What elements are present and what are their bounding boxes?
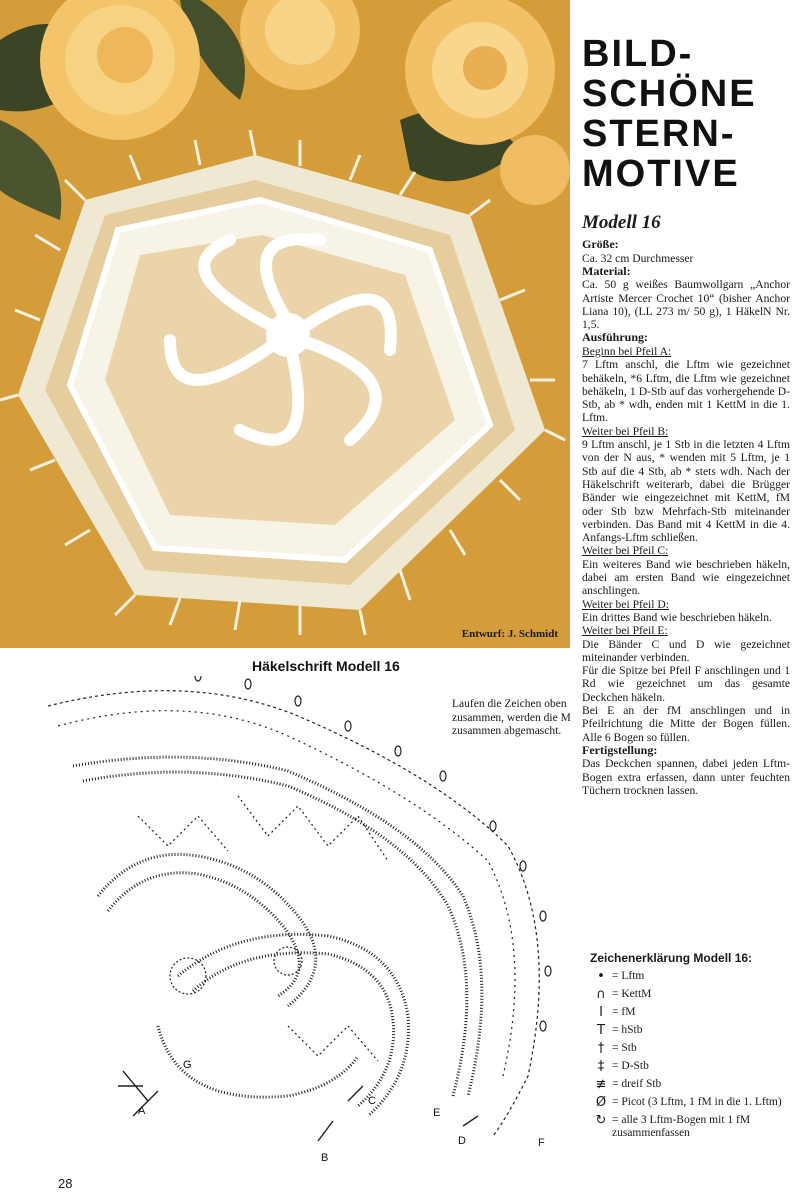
- legend-label: = Stb: [612, 1042, 637, 1054]
- legend-label: = fM: [612, 1006, 636, 1018]
- diagram-title: Häkelschrift Modell 16: [252, 658, 400, 674]
- step-e-text-3: Bei E an der fM anschlingen und in Pfeilrichtung die Mitte der Bogen füllen. Alle 6 Bogen so füllen.: [582, 704, 790, 744]
- legend-label: = hStb: [612, 1024, 643, 1036]
- slip-stitch-icon: ∩: [596, 987, 606, 1002]
- legend-item: [590, 988, 790, 1001]
- material-heading: Material:: [582, 263, 631, 278]
- title-line: BILD-: [582, 33, 694, 75]
- photo-credit: Entwurf: J. Schmidt: [461, 628, 558, 640]
- legend-label: = KettM: [612, 988, 652, 1000]
- step-d-text: Ein drittes Band wie beschrieben häkeln.: [582, 610, 772, 624]
- arrow-label-b: B: [321, 1152, 329, 1164]
- treble-crochet-icon: ‡: [597, 1059, 605, 1074]
- step-e-text-1: Die Bänder C und D wie gezeichnet miteinander verbinden.: [582, 637, 790, 664]
- arrow-label-d: D: [458, 1135, 466, 1147]
- triple-treble-icon: ≢: [595, 1077, 607, 1092]
- legend-label: = Picot (3 Lftm, 1 fM in die 1. Lftm): [612, 1096, 782, 1108]
- size-text: Ca. 32 cm Durchmesser: [582, 251, 694, 265]
- half-double-crochet-icon: T: [597, 1023, 605, 1038]
- legend-item: [590, 1078, 790, 1091]
- execution-heading: Ausführung:: [582, 330, 649, 345]
- legend-item: [590, 1114, 790, 1140]
- legend-item: [590, 1060, 790, 1073]
- arrow-label-e: E: [433, 1107, 441, 1119]
- step-a-text: 7 Lftm anschl, die Lftm wie gezeichnet behäkeln, *6 Lftm, die Lftm wie gezeichnet behäkeln, 1 D-Stb auf das vorhergehende D-Stb, ab * wdh, enden mit 1 KettM in die 1. Lftm.: [582, 358, 790, 425]
- step-b-heading: Weiter bei Pfeil B:: [582, 424, 669, 438]
- legend: [590, 970, 790, 1145]
- step-e-heading: Weiter bei Pfeil E:: [582, 624, 668, 638]
- arrow-label-a: A: [138, 1105, 146, 1117]
- legend-item: [590, 970, 790, 983]
- arrow-label-c: C: [368, 1095, 376, 1107]
- title-line: STERN-: [582, 113, 736, 155]
- page-number: 28: [58, 1176, 73, 1191]
- legend-item: [590, 1042, 790, 1055]
- model-heading: Modell 16: [582, 212, 661, 233]
- step-c-heading: Weiter bei Pfeil C:: [582, 544, 669, 558]
- crochet-chart: [38, 676, 578, 1170]
- step-c-text: Ein weiteres Band wie beschrieben häkeln, dabei am ersten Band wie eingezeichnet anschlingen.: [582, 557, 790, 598]
- legend-item: [590, 1096, 790, 1109]
- finishing-text: Das Deckchen spannen, dabei jeden Lftm-Bogen extra erfassen, dann unter feuchten Tüchern trocknen lassen.: [582, 757, 790, 797]
- arrow-label-f: F: [538, 1137, 545, 1149]
- single-crochet-icon: I: [599, 1005, 603, 1020]
- finishing-heading: Fertigstellung:: [582, 742, 658, 757]
- instructions-column: [582, 212, 790, 797]
- legend-label: = Lftm: [612, 970, 645, 982]
- legend-label: = alle 3 Lftm-Bogen mit 1 fM zusammenfassen: [612, 1114, 751, 1139]
- double-crochet-icon: †: [597, 1041, 605, 1056]
- legend-label: = D-Stb: [612, 1060, 649, 1072]
- size-heading: Größe:: [582, 237, 619, 251]
- title-line: SCHÖNE: [582, 73, 757, 115]
- doily-photo: [0, 0, 570, 648]
- legend-title: Zeichenerklärung Modell 16:: [590, 951, 753, 965]
- picot-icon: Ø: [595, 1095, 607, 1110]
- doily-illustration: [0, 0, 570, 648]
- page-title: [582, 34, 792, 194]
- diagram-note: Laufen die Zeichen oben zusammen, werden die M zusammen abgemascht.: [452, 698, 571, 737]
- title-line: MOTIVE: [582, 153, 740, 195]
- step-e-text-2: Für die Spitze bei Pfeil F anschlingen und 1 Rd wie gezeichnet um das gesamte Deckchen häkeln.: [582, 664, 790, 704]
- arrow-label-g: G: [183, 1059, 192, 1071]
- join-arcs-icon: ↻: [595, 1113, 607, 1128]
- step-d-heading: Weiter bei Pfeil D:: [582, 597, 669, 611]
- chain-stitch-icon: •: [597, 969, 605, 984]
- legend-label: = dreif Stb: [612, 1078, 662, 1090]
- material-text: Ca. 50 g weißes Baumwollgarn „Anchor Artiste Mercer Crochet 10“ (bisher Anchor Liana 10), (LL 273 m/ 50 g), 1 HäkelN Nr. 1,5.: [582, 278, 790, 332]
- step-a-heading: Beginn bei Pfeil A:: [582, 344, 672, 358]
- legend-item: [590, 1006, 790, 1019]
- legend-item: [590, 1024, 790, 1037]
- step-b-text: 9 Lftm anschl, je 1 Stb in die letzten 4 Lftm von der N aus, * wenden mit 5 Lftm, je 1 Stb auf die 4 Stb, ab * stets wdh. Nach der Häkelschrift weiterarb, dabei die Brügger Bänder wie eingezeichnet mit KettM, fM oder Stb bzw Mehrfach-Stb miteinander verbinden. Das Band mit 4 KettM in die 4. Anfangs-Lftm schließen.: [582, 438, 790, 545]
